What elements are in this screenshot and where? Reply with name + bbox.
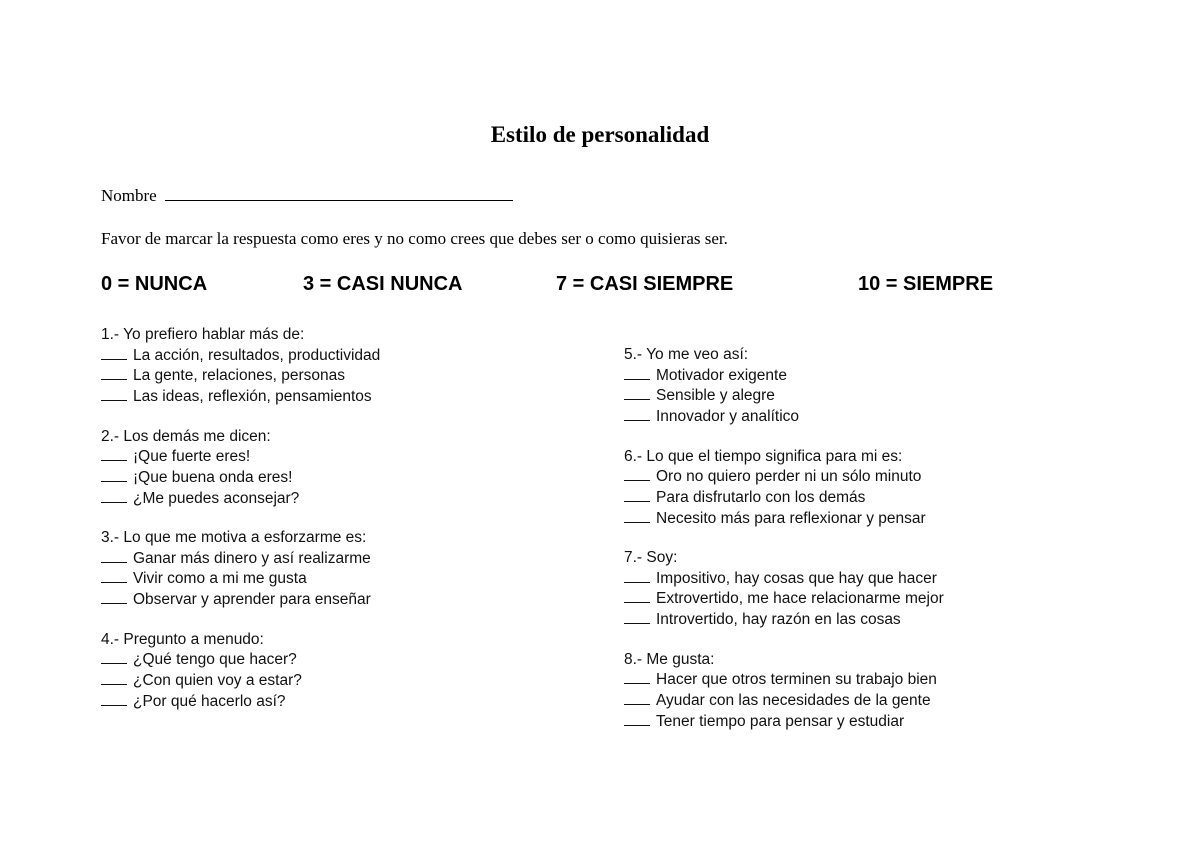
answer-blank[interactable]: [624, 365, 650, 380]
answer-option: [101, 568, 380, 589]
answer-option-label: ¡Que fuerte eres!: [133, 448, 251, 466]
answer-blank[interactable]: [624, 568, 650, 583]
answer-blank[interactable]: [624, 588, 650, 603]
page-title: Estilo de personalidad: [490, 122, 710, 147]
answer-option: [624, 487, 944, 508]
answer-option: [624, 568, 944, 589]
answer-option-label: ¿Qué tengo que hacer?: [133, 651, 297, 669]
answer-option-label: Extrovertido, me hace relacionarme mejor: [656, 590, 944, 608]
answer-option-label: ¿Por qué hacerlo así?: [133, 692, 286, 710]
instructions: Favor de marcar la respuesta como eres y no como crees que debes ser o como quisieras ser.: [101, 229, 728, 248]
answer-option: [624, 508, 944, 529]
answer-option: [101, 446, 380, 467]
question-prompt: 7.- Soy:: [624, 549, 678, 566]
answer-option: [101, 345, 380, 366]
answer-blank[interactable]: [624, 669, 650, 684]
answer-option: [101, 670, 380, 691]
answer-option: [624, 669, 944, 690]
answer-option-label: Innovador y analítico: [656, 408, 800, 426]
answer-blank[interactable]: [101, 345, 127, 360]
answer-option-label: Introvertido, hay razón en las cosas: [656, 611, 901, 629]
answer-option: [101, 589, 380, 610]
answer-blank[interactable]: [101, 589, 127, 604]
answer-option-label: Tener tiempo para pensar y estudiar: [656, 712, 905, 730]
answer-blank[interactable]: [624, 487, 650, 502]
answer-option: [624, 466, 944, 487]
answer-option-label: Ayudar con las necesidades de la gente: [656, 691, 931, 709]
question-prompt: 5.- Yo me veo así:: [624, 346, 749, 363]
name-blank-line[interactable]: [165, 182, 513, 201]
answer-blank[interactable]: [101, 386, 127, 401]
answer-option: [101, 691, 380, 712]
answer-option: [624, 365, 944, 386]
answer-option: [101, 649, 380, 670]
question-block: [101, 528, 380, 610]
name-label: Nombre: [101, 186, 157, 205]
answer-option: [624, 711, 944, 732]
question-block: [624, 548, 944, 630]
answer-option: [101, 365, 380, 386]
scale-casi-nunca: 3 = CASI NUNCA: [303, 273, 463, 295]
name-field-row: [101, 182, 513, 206]
answer-blank[interactable]: [101, 649, 127, 664]
answer-blank[interactable]: [624, 508, 650, 523]
answer-option-label: ¿Me puedes aconsejar?: [133, 489, 300, 507]
answer-option-label: Observar y aprender para enseñar: [133, 591, 371, 609]
answer-blank[interactable]: [624, 711, 650, 726]
answer-option: [624, 609, 944, 630]
scale-siempre: 10 = SIEMPRE: [858, 273, 994, 295]
question-prompt: 4.- Pregunto a menudo:: [101, 630, 264, 648]
answer-option-label: Oro no quiero perder ni un sólo minuto: [656, 468, 922, 486]
question-prompt: 1.- Yo prefiero hablar más de:: [101, 326, 305, 343]
question-block: [101, 427, 380, 509]
answer-option-label: Motivador exigente: [656, 366, 787, 384]
scale-nunca: 0 = NUNCA: [101, 273, 208, 295]
question-prompt: 8.- Me gusta:: [624, 650, 715, 668]
answer-blank[interactable]: [101, 548, 127, 563]
answer-option-label: Vivir como a mi me gusta: [133, 570, 307, 588]
answer-blank[interactable]: [101, 488, 127, 503]
question-block: [624, 650, 944, 732]
answer-option-label: Las ideas, reflexión, pensamientos: [133, 388, 372, 406]
answer-option-label: ¡Que buena onda eres!: [133, 468, 293, 486]
answer-option: [101, 386, 380, 407]
answer-option: [101, 548, 380, 569]
answer-option-label: Sensible y alegre: [656, 387, 775, 405]
answer-option-label: Necesito más para reflexionar y pensar: [656, 509, 926, 527]
answer-blank[interactable]: [101, 446, 127, 461]
answer-blank[interactable]: [624, 385, 650, 400]
scale-casi-siempre: 7 = CASI SIEMPRE: [556, 273, 734, 295]
answer-blank[interactable]: [624, 406, 650, 421]
answer-option-label: Ganar más dinero y así realizarme: [133, 549, 371, 567]
questions-left-column: [101, 325, 380, 731]
question-block: [101, 630, 380, 712]
answer-option-label: Para disfrutarlo con los demás: [656, 488, 866, 506]
questions-right-column: [624, 345, 944, 751]
answer-blank[interactable]: [101, 670, 127, 685]
answer-blank[interactable]: [101, 467, 127, 482]
question-block: [101, 325, 380, 407]
answer-option: [101, 467, 380, 488]
answer-blank[interactable]: [624, 466, 650, 481]
answer-option-label: ¿Con quien voy a estar?: [133, 671, 302, 689]
answer-blank[interactable]: [101, 365, 127, 380]
question-prompt: 3.- Lo que me motiva a esforzarme es:: [101, 529, 367, 546]
answer-blank[interactable]: [101, 568, 127, 583]
answer-blank[interactable]: [101, 691, 127, 706]
question-prompt: 6.- Lo que el tiempo significa para mi es:: [624, 447, 903, 465]
answer-option-label: La acción, resultados, productividad: [133, 346, 381, 364]
answer-option: [624, 690, 944, 711]
answer-option: [624, 588, 944, 609]
question-prompt: 2.- Los demás me dicen:: [101, 427, 271, 445]
answer-blank[interactable]: [624, 690, 650, 705]
answer-option: [624, 385, 944, 406]
question-block: [624, 345, 944, 427]
answer-option: [624, 406, 944, 427]
answer-option: [101, 488, 380, 509]
answer-blank[interactable]: [624, 609, 650, 624]
answer-option-label: La gente, relaciones, personas: [133, 367, 345, 385]
answer-option-label: Hacer que otros terminen su trabajo bien: [656, 671, 937, 689]
question-block: [624, 447, 944, 529]
answer-option-label: Impositivo, hay cosas que hay que hacer: [656, 569, 937, 587]
